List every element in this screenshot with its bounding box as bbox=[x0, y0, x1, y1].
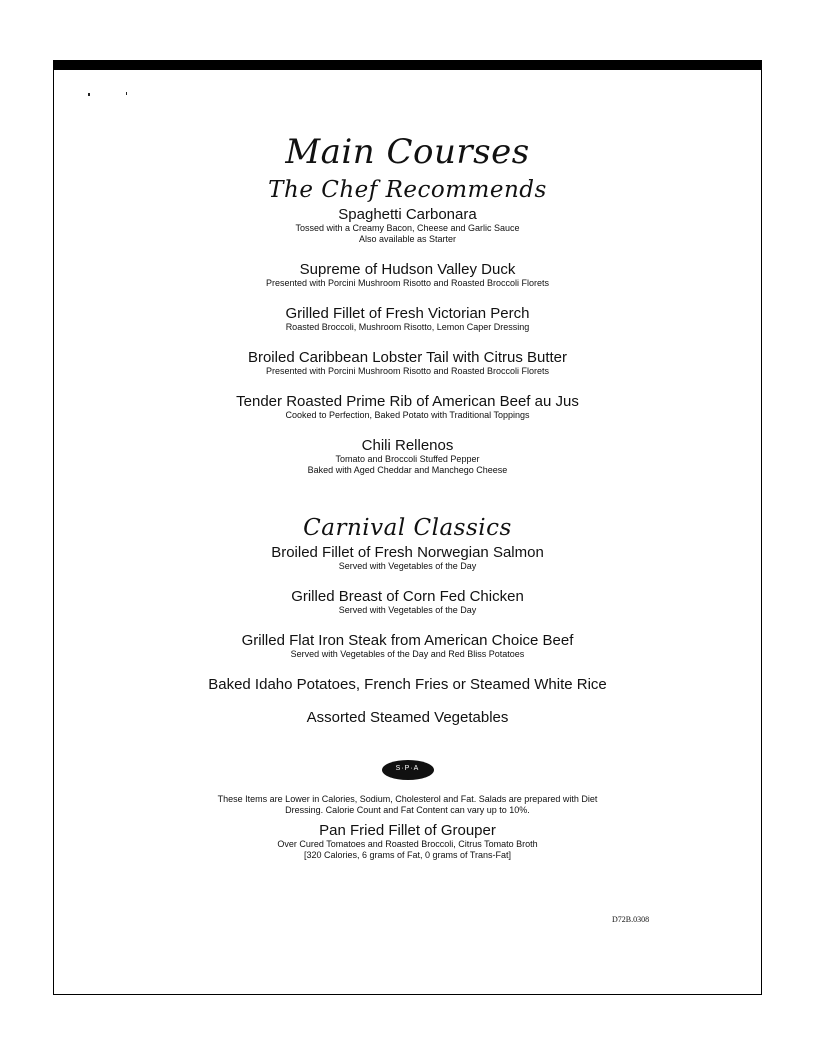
dish-item bbox=[53, 349, 762, 377]
dish-name: Baked Idaho Potatoes, French Fries or Steamed White Rice bbox=[208, 676, 607, 693]
dish-name: Pan Fried Fillet of Grouper bbox=[319, 822, 496, 839]
dish-description: [320 Calories, 6 grams of Fat, 0 grams of Trans-Fat] bbox=[303, 850, 512, 860]
dish-item bbox=[53, 437, 762, 476]
dish-name: Broiled Caribbean Lobster Tail with Citrus Butter bbox=[247, 349, 568, 366]
classics-section-title: Carnival Classics bbox=[303, 515, 512, 541]
dish-description: Also available as Starter bbox=[358, 234, 457, 244]
dish-item bbox=[53, 676, 762, 693]
dish-description: Served with Vegetables of the Day and Red Bliss Potatoes bbox=[290, 649, 525, 659]
dish-name: Grilled Fillet of Fresh Victorian Perch bbox=[285, 305, 530, 322]
dish-item bbox=[53, 588, 762, 616]
dish-name: Spaghetti Carbonara bbox=[338, 206, 477, 223]
dish-name: Tender Roasted Prime Rib of American Beef au Jus bbox=[236, 393, 579, 410]
dish-name: Chili Rellenos bbox=[361, 437, 454, 454]
dish-item bbox=[53, 206, 762, 245]
spa-section bbox=[53, 726, 762, 861]
spa-logo: S·P·A bbox=[382, 760, 434, 780]
classics-section bbox=[53, 514, 762, 726]
dish-description: Roasted Broccoli, Mushroom Risotto, Lemon Caper Dressing bbox=[285, 322, 530, 332]
top-border-bar bbox=[53, 60, 762, 70]
dish-name: Supreme of Hudson Valley Duck bbox=[299, 261, 516, 278]
dish-item bbox=[53, 632, 762, 660]
dish-description: Baked with Aged Cheddar and Manchego Cheese bbox=[307, 465, 508, 475]
dish-description: Tossed with a Creamy Bacon, Cheese and Garlic Sauce bbox=[295, 223, 520, 233]
menu-code: D72B.0308 bbox=[612, 915, 650, 924]
dish-description: Over Cured Tomatoes and Roasted Broccoli, Citrus Tomato Broth bbox=[277, 839, 538, 849]
spa-dish bbox=[53, 822, 762, 861]
spa-note: These Items are Lower in Calories, Sodium, Cholesterol and Fat. Salads are prepared with Diet Dressing. Calorie Count and Fat Content can vary up to 10%. bbox=[217, 794, 598, 815]
speck-mark bbox=[88, 93, 90, 96]
chef-section bbox=[53, 176, 762, 476]
dish-description: Tomato and Broccoli Stuffed Pepper bbox=[335, 454, 480, 464]
dish-name: Grilled Breast of Corn Fed Chicken bbox=[291, 588, 524, 605]
dish-item bbox=[53, 709, 762, 726]
dish-description: Cooked to Perfection, Baked Potato with Traditional Toppings bbox=[285, 410, 530, 420]
dish-description: Served with Vegetables of the Day bbox=[338, 605, 477, 615]
dish-name: Broiled Fillet of Fresh Norwegian Salmon bbox=[271, 544, 544, 561]
dish-description: Presented with Porcini Mushroom Risotto and Roasted Broccoli Florets bbox=[265, 366, 550, 376]
classics-dish-list bbox=[53, 544, 762, 726]
dish-item bbox=[53, 544, 762, 572]
dish-name: Assorted Steamed Vegetables bbox=[306, 709, 509, 726]
dish-item bbox=[53, 393, 762, 421]
menu-content bbox=[53, 132, 762, 861]
chef-dish-list bbox=[53, 206, 762, 476]
chef-section-title: The Chef Recommends bbox=[268, 177, 547, 203]
page-title: Main Courses bbox=[285, 132, 530, 172]
speck-mark bbox=[126, 92, 127, 95]
dish-item bbox=[53, 305, 762, 333]
dish-item bbox=[53, 261, 762, 289]
dish-description: Served with Vegetables of the Day bbox=[338, 561, 477, 571]
dish-description: Presented with Porcini Mushroom Risotto and Roasted Broccoli Florets bbox=[265, 278, 550, 288]
dish-name: Grilled Flat Iron Steak from American Choice Beef bbox=[241, 632, 574, 649]
